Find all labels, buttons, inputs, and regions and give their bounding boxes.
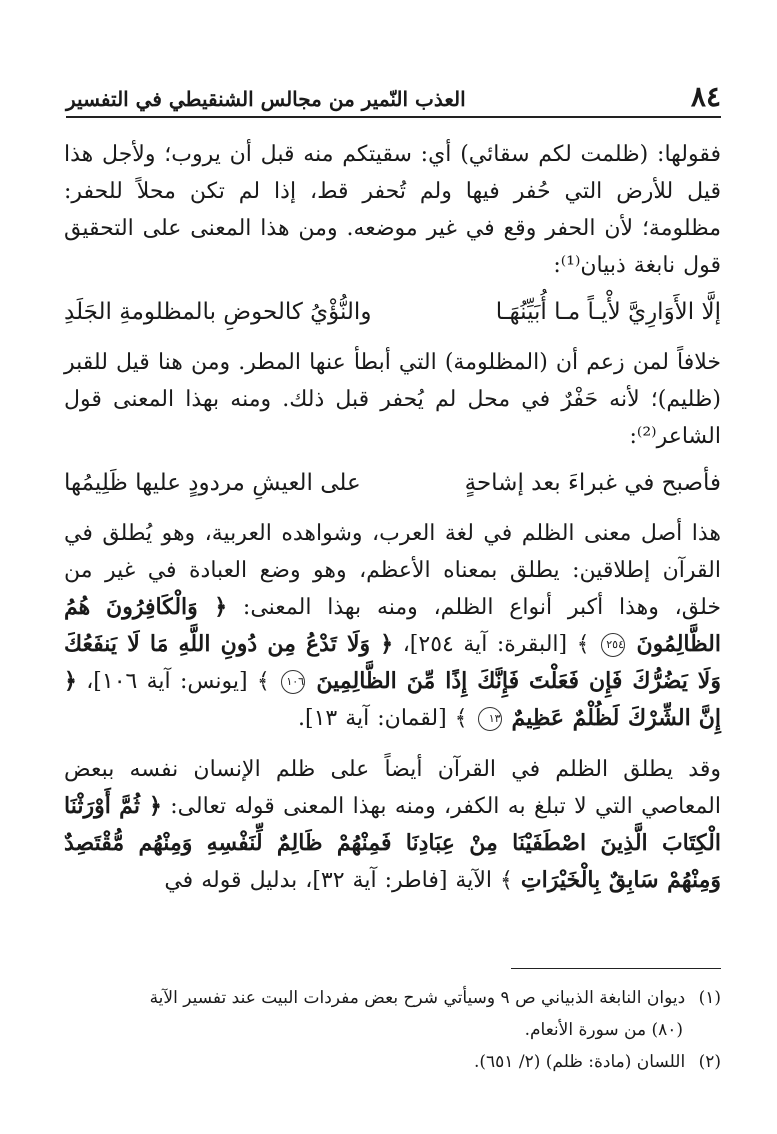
text-line: غير من خلق، وهذا أكبر أنواع الظلم، ومنه بهذا المعنى: [64,558,722,620]
quran-reference: ﴾ [البقرة: آية ٢٥٤]، [402,632,590,657]
text-line: المعاصي التي لا تبلغ به الكفر، ومنه بهذا المعنى قوله تعالى: [170,794,721,819]
verse-hemistich-right: فأصبح في غبراءَ بعد إشاحةٍ [464,470,721,496]
text-line: ولأجل هذا قيل للأرض التي حُفر فيها ولم تُحفر قط، إذا لم تكن [64,142,721,204]
footnote-1 [64,982,721,1014]
text-line: قيل للقبر (ظليم)؛ لأنه حَفْرٌ في محل لم يُحفر قبل ذلك. ومنه بهذا [64,350,721,412]
quran-reference: ﴾ [لقمان: آية ١٣]. [298,706,468,731]
footnote-text: اللسان (مادة: ظلم) (٢/ ٦٥١). [474,1052,686,1072]
ayah-number-marker: ١٣ [478,707,502,731]
text-line: وقد يطلق الظلم في القرآن أيضاً على ظلم الإنسان نفسه ببعض [64,757,721,782]
quran-reference: ﴾ الآية [فاطر: آية ٣٢]، بدليل قوله في [164,868,513,893]
text-line: المعنى قول الشاعر⁽²⁾: [64,387,721,449]
text-line: هذا أصل معنى الظلم في لغة العرب، وشواهده العربية، وهو [161,521,721,546]
footnotes [64,982,721,1078]
footnote-separator [511,968,721,969]
footnote-text: ديوان النابغة الذبياني ص ٩ وسيأتي شرح بعض مفردات البيت عند تفسير الآية [149,988,686,1008]
quran-quote: ﴿ ثُمَّ [119,793,162,819]
text-line: محلاً للحفر: مظلومة؛ لأن الحفر وقع في غير موضعه. ومن هذا [64,179,721,241]
paragraph-2 [64,344,721,455]
quran-quote: وَلَا يَضُرُّكَ فَإِن فَعَلْتَ فَإِنَّكَ إِذًا مِّنَ الظَّالِمِينَ [316,668,721,694]
footnote-1-continuation [64,1014,721,1046]
footnote-number: (٢) [698,1052,721,1072]
footnote-2 [64,1046,721,1078]
paragraph-4 [64,751,721,899]
poetry-verse-1 [64,290,721,334]
verse-hemistich-left: على العيشِ مردودٍ عليها ظَلِيمُها [64,470,361,496]
quran-quote: ﴿ وَالْكَافِرُونَ [106,594,228,620]
verse-hemistich-right: إلَّا الأَوَارِيَّ لأْيـاً مـا أُبَيِّنُهَـا [495,299,721,325]
ayah-number-marker: ٢٥٤ [601,633,625,657]
quran-reference: ﴾ [يونس: آية ١٠٦]، [86,669,270,694]
running-title: العذب النّمير من مجالس الشنقيطي في التفسير [66,87,466,111]
quran-quote: وَمِنْهُمْ سَابِقٌ بِالْخَيْرَاتِ [520,867,721,893]
poetry-verse-2 [64,461,721,505]
quran-quote: هُمُ الظَّالِمُونَ [64,594,721,657]
text-line: خلافاً لمن زعم أن (المظلومة) التي أبطأ عنها المطر. ومن هنا [157,350,722,375]
page-body [64,136,721,899]
paragraph-1 [64,136,721,284]
page-header [66,80,721,118]
quran-quote: أَوْرَثْنَا الْكِتَابَ الَّذِينَ اصْطَفَيْنَا مِنْ عِبَادِنَا فَمِنْهُمْ ظَالِمٌ لِّنَفْسِهِ وَمِنْهُم مُّقْتَصِدٌ [64,793,721,856]
footnote-number: (١) [698,988,721,1008]
text-line: يُطلق في القرآن إطلاقين: يطلق بمعناه الأعظم، وهو وضع العبادة في [64,521,721,583]
verse-hemistich-left: والنُّؤْيُ كالحوضِ بالمظلومةِ الجَلَدِ [64,299,372,325]
quran-quote: ﴿ وَلَا تَدْعُ مِن دُونِ اللَّهِ مَا لَا يَنفَعُكَ [64,631,394,657]
ayah-number-marker: ١٠٦ [281,670,305,694]
paragraph-3 [64,515,721,737]
quran-quote: الشِّرْكَ لَظُلْمٌ عَظِيمٌ [511,705,691,731]
page-number: ٨٤ [690,80,721,113]
quran-quote: ﴿ إِنَّ [64,668,721,731]
text-line: المعنى على التحقيق قول نابغة ذبيان⁽¹⁾: [64,216,721,278]
text-line: فقولها: (ظلمت لكم سقائي) أي: سقيتكم منه قبل أن يروب؛ [164,142,721,167]
footnote-text: (٨٠) من سورة الأنعام. [524,1020,683,1040]
